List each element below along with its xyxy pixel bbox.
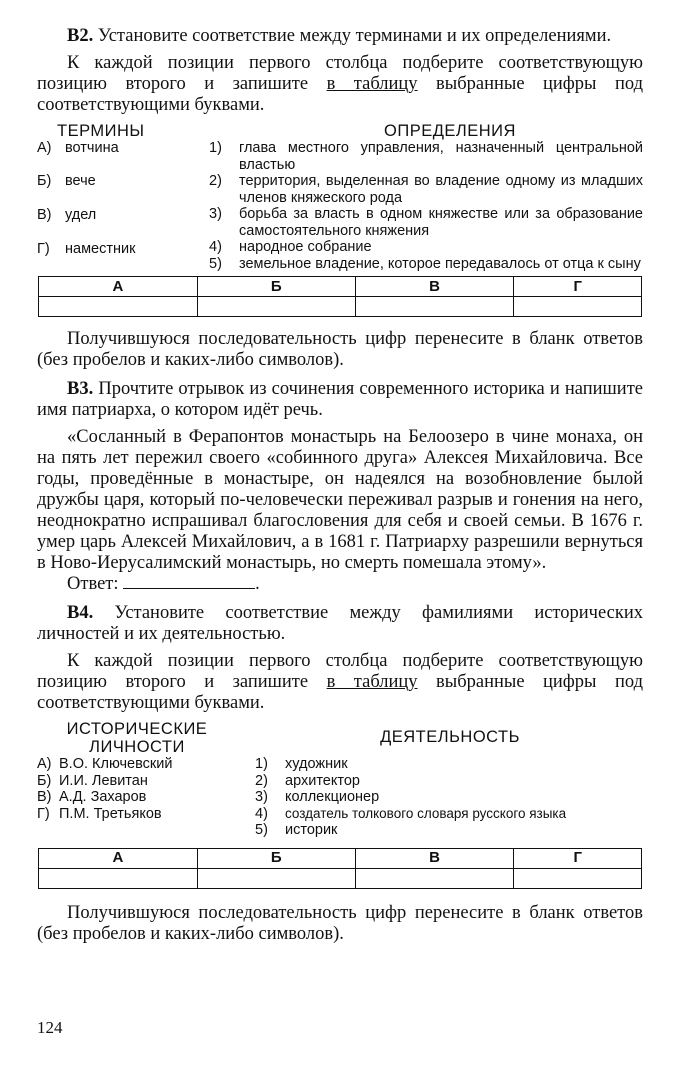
b2-left-header: ТЕРМИНЫ [57, 122, 145, 140]
b2-intro [37, 26, 643, 47]
b2-definition-row [209, 256, 643, 273]
activity-text: создатель толкового словаря русского языка [285, 805, 567, 821]
b4-answer-input-row [39, 868, 642, 888]
page-number: 124 [37, 1018, 63, 1037]
answer-header-cell: В [355, 277, 514, 297]
b4-person-row [37, 773, 255, 790]
answer-header-cell: Г [514, 848, 642, 868]
answer-cell[interactable] [197, 297, 355, 317]
activity-number: 1) [255, 756, 268, 772]
b2-term-row [37, 241, 209, 258]
definition-text: народное собрание [239, 239, 372, 255]
person-letter: А) [37, 756, 52, 772]
b3-quote: «Сосланный в Ферапонтов монастырь на Белоозеро в чине монаха, он на пять лет пережил своего «собинного друга» Алексея Михайловича. Все годы, проведённые в монастыре, он надеялся на возобновление былой дружбы царя, который по-человечески переживал разрыв и гонения на него, неоднократно испрашивал благословения для себя и своей семьи. В 1676 г. умер царь Алексей Михайлович, а в 1681 г. Патриарху разрешили вернуться в Ново-Иерусалимский монастырь, но смерть помешала этому». [37, 427, 643, 573]
b2-matching [37, 122, 643, 272]
b4-answer-table [38, 848, 642, 889]
definition-number: 4) [209, 239, 222, 255]
term-text: удел [65, 207, 97, 223]
b4-activities-column [255, 756, 643, 839]
b3-answer-field[interactable] [123, 574, 255, 589]
b4-right-header: ДЕЯТЕЛЬНОСТЬ [380, 728, 520, 746]
b4-outro: Получившуюся последовательность цифр перенесите в бланк ответов (без пробелов и каких-либо символов). [37, 902, 643, 944]
b2-right-header: ОПРЕДЕЛЕНИЯ [384, 122, 516, 140]
term-letter: А) [37, 140, 52, 156]
b4-table-link[interactable]: в таблицу [326, 672, 418, 692]
b3-intro-text: Прочтите отрывок из сочинения современного историка и напишите имя патриарха, о котором идёт речь. [37, 379, 643, 420]
b4-activity-row [255, 773, 643, 790]
activity-text: архитектор [285, 772, 360, 789]
activity-text: историк [285, 822, 338, 838]
answer-cell[interactable] [39, 297, 198, 317]
person-letter: Б) [37, 772, 52, 789]
answer-cell[interactable] [355, 297, 514, 317]
b2-instr-before: К каждой позиции первого столбца подберите соответствующую позицию второго и запишите [37, 53, 643, 94]
b4-intro [37, 603, 643, 645]
b2-intro-text: Установите соответствие между терминами и их определениями. [97, 26, 612, 46]
b2-definitions-column [209, 140, 643, 272]
b2-headers [37, 122, 643, 140]
b2-definition-row [209, 173, 643, 206]
answer-cell[interactable] [39, 868, 198, 888]
person-text: П.М. Третьяков [59, 805, 162, 822]
b3-answer [37, 574, 643, 595]
b2-table-link[interactable]: в таблицу [326, 74, 418, 94]
b4-person-row [37, 806, 255, 823]
b4-answer-header-row [39, 848, 642, 868]
answer-header-cell: В [355, 848, 514, 868]
activity-number: 2) [255, 772, 268, 789]
b4-matching [37, 720, 643, 839]
b4-label: B4. [67, 603, 94, 623]
answer-header-cell: А [39, 277, 198, 297]
b4-activity-row [255, 806, 643, 823]
b2-term-row [37, 207, 209, 241]
person-text: А.Д. Захаров [59, 789, 147, 805]
answer-header-cell: Б [197, 848, 355, 868]
b4-instr-after: выбранные цифры под соответствующими буквами. [37, 672, 643, 713]
b3-intro [37, 379, 643, 421]
answer-cell[interactable] [514, 297, 642, 317]
activity-text: коллекционер [285, 789, 380, 805]
b2-instr-after: выбранные цифры под соответствующими буквами. [37, 74, 643, 115]
b4-headers [37, 720, 643, 756]
answer-header-cell: Г [514, 277, 642, 297]
activity-number: 3) [255, 789, 268, 805]
b2-term-row [37, 140, 209, 173]
definition-text: земельное владение, которое передавалось от отца к сыну [239, 255, 641, 272]
answer-header-cell: Б [197, 277, 355, 297]
b4-activity-row [255, 756, 643, 773]
b2-answer-header-row [39, 277, 642, 297]
b2-definition-row [209, 206, 643, 239]
activity-text: художник [285, 756, 348, 772]
b4-person-row [37, 756, 255, 773]
activity-number: 5) [255, 822, 268, 838]
b4-left-header-line1: ИСТОРИЧЕСКИЕ [66, 720, 208, 738]
term-letter: Б) [37, 173, 52, 189]
b4-left-header [37, 720, 237, 756]
definition-number: 3) [209, 206, 222, 222]
answer-cell[interactable] [355, 868, 514, 888]
term-letter: В) [37, 207, 52, 223]
b2-answer-table [38, 276, 642, 317]
b2-definition-row [209, 140, 643, 173]
definition-text: территория, выделенная во владение одному из младших членов княжеского рода [239, 173, 643, 206]
b4-intro-text: Установите соответствие между фамилиями исторических личностей и их деятельностью. [37, 603, 643, 644]
b3-label: B3. [67, 379, 94, 399]
b4-persons-column [37, 756, 255, 839]
b2-definition-row [209, 239, 643, 256]
b3-answer-end: . [255, 574, 260, 594]
term-text: вотчина [65, 140, 119, 156]
term-letter: Г) [37, 241, 50, 257]
term-text: вече [65, 173, 96, 189]
b2-answer-input-row [39, 297, 642, 317]
person-letter: Г) [37, 805, 50, 822]
b4-person-row [37, 789, 255, 806]
b2-instructions [37, 53, 643, 116]
b4-left-header-line2: ЛИЧНОСТИ [89, 738, 185, 756]
person-text: В.О. Ключевский [59, 756, 173, 772]
b4-instr-before: К каждой позиции первого столбца подберите соответствующую позицию второго и запишите [37, 651, 643, 692]
answer-header-cell: А [39, 848, 198, 868]
activity-number: 4) [255, 805, 268, 822]
definition-number: 1) [209, 140, 222, 156]
definition-text: глава местного управления, назначенный центральной властью [239, 140, 643, 173]
b4-activity-row [255, 822, 643, 839]
b4-activity-row [255, 789, 643, 806]
b3-answer-label: Ответ: [67, 574, 119, 594]
term-text: наместник [65, 241, 136, 257]
definition-text: борьба за власть в одном княжестве или за образование самостоятельного княжения [239, 206, 643, 239]
definition-number: 2) [209, 173, 222, 189]
b2-terms-column [37, 140, 209, 272]
b4-instructions [37, 651, 643, 714]
b2-label: B2. [67, 26, 94, 46]
answer-cell[interactable] [514, 868, 642, 888]
person-text: И.И. Левитан [59, 772, 148, 789]
b2-term-row [37, 173, 209, 207]
person-letter: В) [37, 789, 52, 805]
page-content [37, 26, 643, 945]
definition-number: 5) [209, 255, 222, 272]
b2-outro: Получившуюся последовательность цифр перенесите в бланк ответов (без пробелов и каких-либо символов). [37, 329, 643, 370]
answer-cell[interactable] [197, 868, 355, 888]
